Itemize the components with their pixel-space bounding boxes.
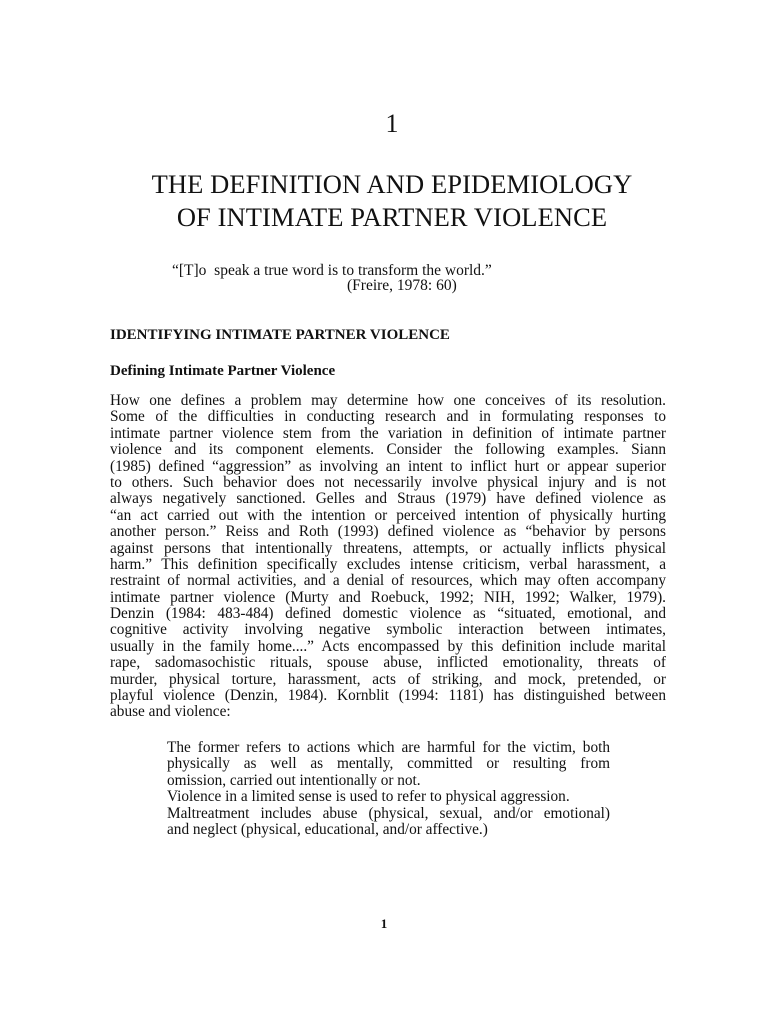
text-line: (1985) defined “aggression” as involving an intent to inflict hurt or appear superior	[110, 457, 666, 475]
chapter-number: 1	[385, 109, 399, 138]
epigraph-source: (Freire, 1978: 60)	[347, 277, 457, 294]
chapter-title-line: THE DEFINITION AND EPIDEMIOLOGY	[151, 169, 633, 199]
text-line: How one defines a problem may determine how one conceives of its resolution.	[110, 392, 666, 409]
chapter-title-line: OF INTIMATE PARTNER VIOLENCE	[176, 202, 608, 232]
text-line: cognitive activity involving negative symbolic interaction between intimates,	[110, 621, 666, 639]
text-line: always negatively sanctioned. Gelles and Straus (1979) have defined violence as	[110, 490, 666, 508]
body-paragraph	[110, 393, 666, 721]
text-line: omission, carried out intentionally or not.	[167, 771, 421, 789]
text-line: to others. Such behavior does not necessarily involve physical injury and is not	[110, 473, 666, 491]
subsection-heading: Defining Intimate Partner Violence	[110, 363, 336, 379]
text-line: Some of the difficulties in conducting research and in formulating responses to	[110, 408, 666, 426]
text-line: The former refers to actions which are harmful for the victim, both	[167, 739, 610, 756]
text-line: intimate partner violence stem from the variation in definition of intimate partner	[110, 424, 666, 442]
block-quote	[167, 740, 610, 838]
text-line: “an act carried out with the intention or perceived intention of physically hurting	[110, 506, 666, 524]
text-line: harm.” This definition specifically excludes intense criticism, verbal harassment, a	[110, 555, 666, 573]
text-line: restraint of normal activities, and a denial of resources, which may often accompany	[110, 572, 666, 590]
text-line: Violence in a limited sense is used to refer to physical aggression.	[167, 788, 570, 806]
text-line: intimate partner violence (Murty and Roebuck, 1992; NIH, 1992; Walker, 1979).	[110, 588, 666, 606]
text-line: physically as well as mentally, committed or resulting from	[167, 755, 610, 773]
text-line: abuse and violence:	[110, 703, 231, 721]
text-line: Denzin (1984: 483-484) defined domestic violence as “situated, emotional, and	[110, 605, 666, 623]
text-line: against persons that intentionally threatens, attempts, or actually inflicts physical	[110, 539, 666, 557]
section-heading: IDENTIFYING INTIMATE PARTNER VIOLENCE	[110, 327, 450, 343]
text-line: violence and its component elements. Consider the following examples. Siann	[110, 441, 666, 459]
text-line: usually in the family home....” Acts encompassed by this definition include marital	[110, 637, 666, 655]
text-line: rape, sadomasochistic rituals, spouse abuse, inflicted emotionality, threats of	[110, 654, 666, 672]
text-line: murder, physical torture, harassment, acts of striking, and mock, pretended, or	[110, 670, 666, 688]
epigraph-quote: “[T]o speak a true word is to transform the world.”	[172, 262, 492, 279]
text-line: Maltreatment includes abuse (physical, sexual, and/or emotional)	[167, 804, 610, 822]
text-line: and neglect (physical, educational, and/or affective.)	[167, 820, 488, 838]
chapter-title	[0, 168, 768, 234]
page-number: 1	[380, 916, 388, 931]
text-line: playful violence (Denzin, 1984). Kornblit (1994: 1181) has distinguished between	[110, 687, 666, 705]
text-line: another person.” Reiss and Roth (1993) defined violence as “behavior by persons	[110, 523, 666, 541]
